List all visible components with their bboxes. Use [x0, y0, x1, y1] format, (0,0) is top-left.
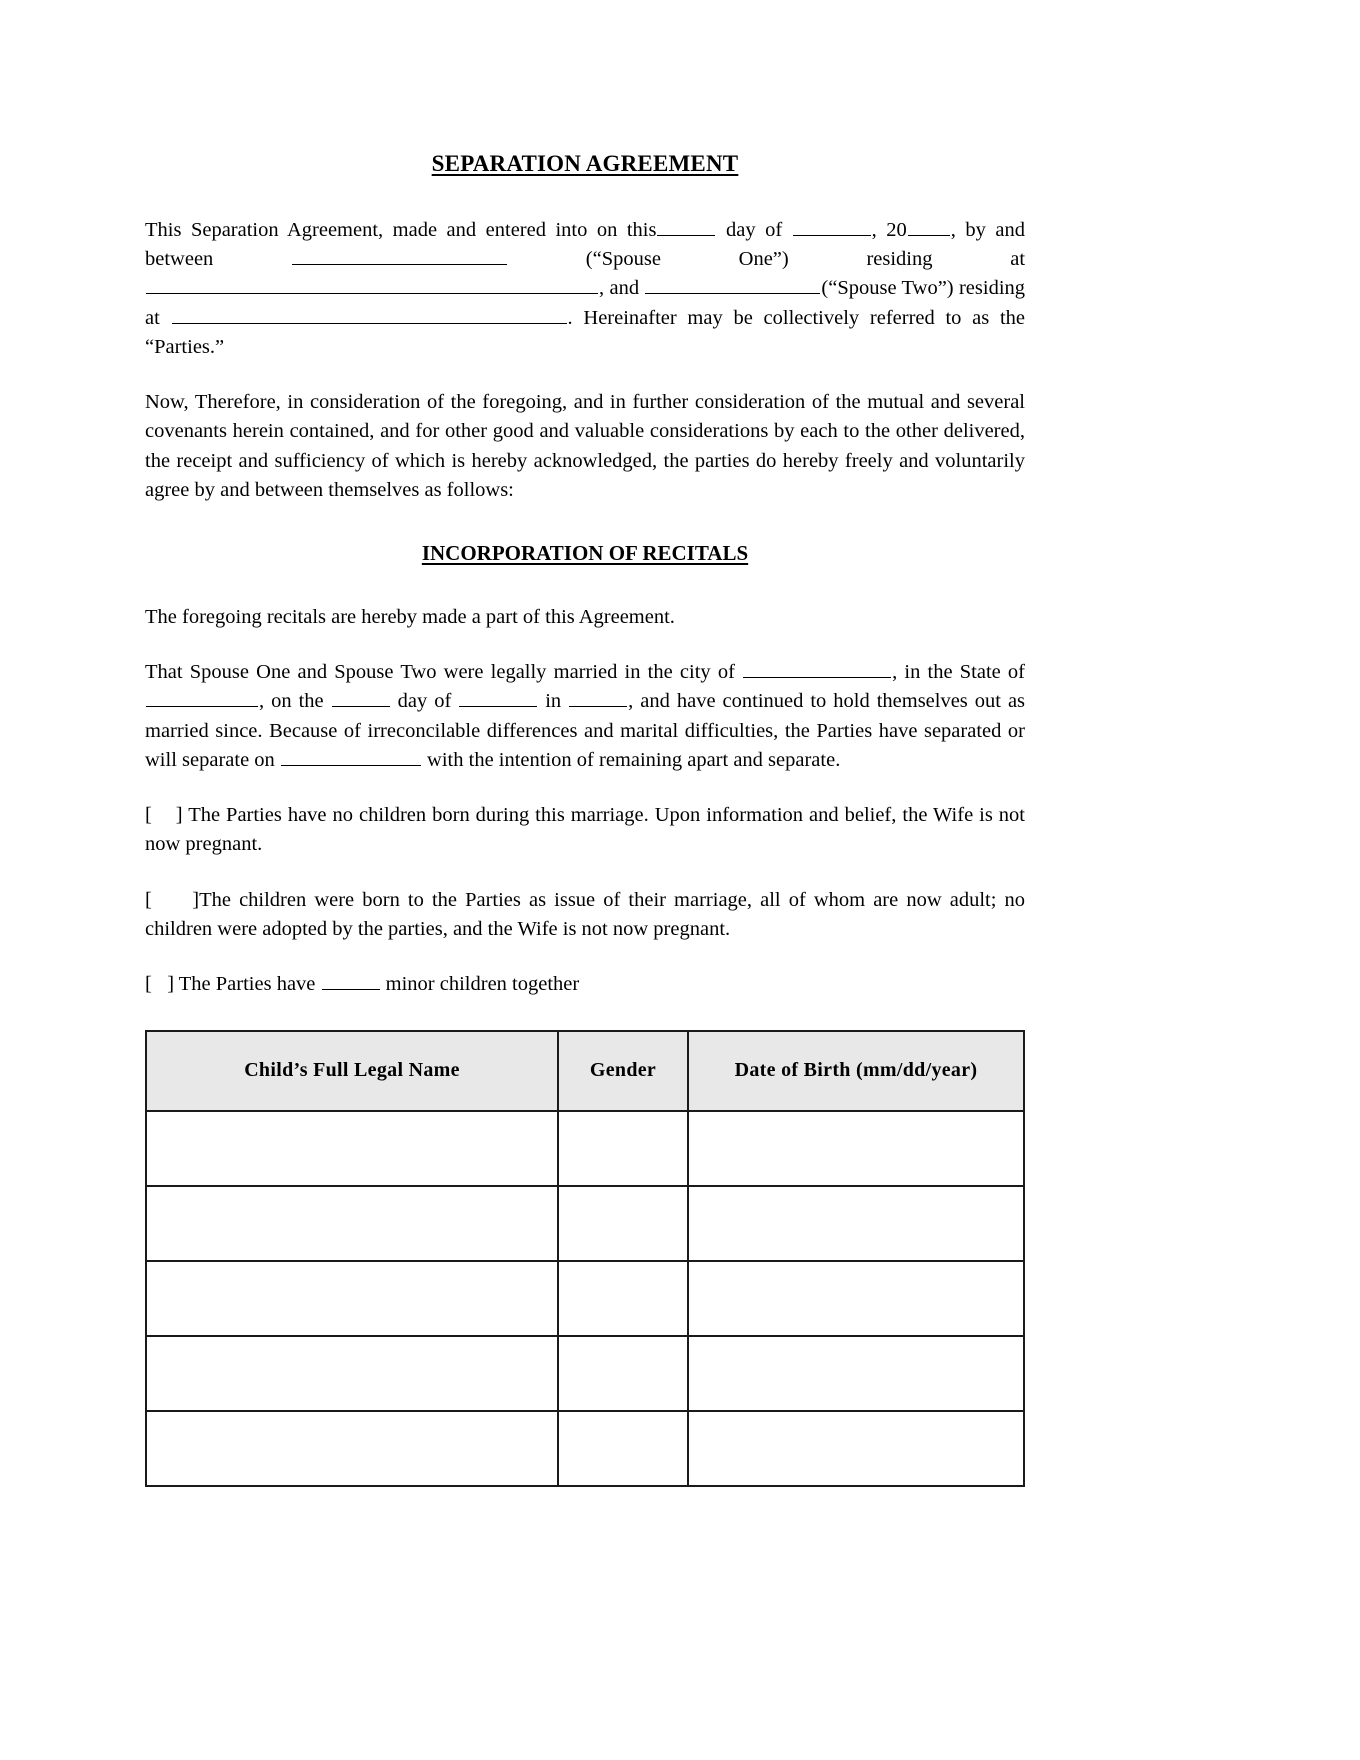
intro-text-j: residing [958, 277, 1026, 300]
minor-children-text-before: The Parties have [174, 973, 316, 996]
checkbox-no-children[interactable]: [ ] [145, 804, 183, 827]
intro-text-b: day of [725, 218, 783, 241]
cell-child-name[interactable] [146, 1336, 558, 1411]
marriage-text-7: with the intention of remaining apart and separate. [427, 748, 841, 771]
cell-date-of-birth[interactable] [688, 1411, 1024, 1486]
minor-children-count-blank[interactable] [322, 971, 380, 991]
cell-gender[interactable] [558, 1186, 688, 1261]
cell-child-name[interactable] [146, 1411, 558, 1486]
intro-text-i: Two”) [901, 277, 954, 300]
table-row [146, 1186, 1024, 1261]
table-row [146, 1111, 1024, 1186]
intro-text-h: (“Spouse [821, 277, 897, 300]
cell-date-of-birth[interactable] [688, 1261, 1024, 1336]
cell-gender[interactable] [558, 1336, 688, 1411]
spouse-one-address-blank[interactable] [146, 274, 598, 294]
table-row [146, 1411, 1024, 1486]
column-header-date-of-birth: Date of Birth (mm/dd/year) [688, 1031, 1024, 1111]
intro-text-a: This Separation Agreement, made and entered into on this [145, 218, 657, 241]
day-blank[interactable] [657, 216, 715, 236]
recitals-heading-text: INCORPORATION OF RECITALS [421, 541, 749, 566]
intro-text-d: , by and between [145, 218, 1025, 270]
marriage-text-2: , in the State of [892, 660, 1026, 683]
page-title [145, 150, 1025, 178]
intro-text-l: . Hereinafter may be collectively referred to as the [567, 306, 1025, 329]
cell-date-of-birth[interactable] [688, 1336, 1024, 1411]
marriage-year-blank[interactable] [569, 687, 627, 707]
checkbox-adult-children-paragraph [145, 886, 1025, 945]
year-blank[interactable] [908, 216, 950, 236]
children-table-body [146, 1111, 1024, 1486]
column-header-child-name: Child’s Full Legal Name [146, 1031, 558, 1111]
marriage-text-1: That Spouse One and Spouse Two were legally married in the city of [145, 660, 735, 683]
marriage-text-3: , on the [259, 690, 324, 713]
intro-text-k: at [145, 306, 160, 329]
marriage-city-blank[interactable] [743, 658, 891, 678]
page-title-text: SEPARATION AGREEMENT [431, 151, 739, 176]
children-table-header [146, 1031, 1024, 1111]
cell-date-of-birth[interactable] [688, 1111, 1024, 1186]
spouse-two-address-blank[interactable] [172, 304, 567, 324]
recitals-intro-paragraph: The foregoing recitals are hereby made a part of this Agreement. [145, 605, 675, 628]
table-row [146, 1336, 1024, 1411]
marriage-text-4: day of [397, 690, 452, 713]
intro-text-m: “Parties.” [145, 335, 225, 358]
cell-gender[interactable] [558, 1111, 688, 1186]
cell-date-of-birth[interactable] [688, 1186, 1024, 1261]
checkbox-adult-children[interactable]: [ ] [145, 888, 200, 911]
checkbox-no-children-paragraph [145, 801, 1025, 860]
children-table [145, 1030, 1025, 1487]
marriage-text-5: in [545, 690, 562, 713]
cell-gender[interactable] [558, 1261, 688, 1336]
checkbox-adult-children-text: The children were born to the Parties as issue of their marriage, all of whom are now adult; no children were adopted by the parties, and the Wife is not now pregnant. [145, 888, 1025, 941]
column-header-gender: Gender [558, 1031, 688, 1111]
intro-text-e: (“Spouse One”) residing at [585, 247, 1026, 270]
month-blank[interactable] [793, 216, 871, 236]
marriage-text-6: , and have continued to hold themselves out as married since. Because of irreconcilable differences and marital difficulties, the Parties have separated or will separate on [145, 690, 1026, 771]
checkbox-minor-children[interactable]: [ ] [145, 973, 175, 996]
marriage-paragraph [145, 658, 1025, 775]
marriage-day-blank[interactable] [332, 687, 390, 707]
spouse-one-name-blank[interactable] [292, 245, 507, 265]
marriage-state-blank[interactable] [146, 687, 258, 707]
checkbox-minor-children-paragraph [145, 970, 1025, 999]
minor-children-text-after: minor children together [385, 973, 580, 996]
table-header-row [146, 1031, 1024, 1111]
document-content [145, 150, 1025, 1487]
intro-text-c: , 20 [871, 218, 907, 241]
separation-date-blank[interactable] [281, 746, 421, 766]
marriage-month-blank[interactable] [459, 687, 537, 707]
spouse-two-name-blank[interactable] [645, 274, 820, 294]
cell-child-name[interactable] [146, 1261, 558, 1336]
intro-text-f: , [599, 277, 605, 300]
cell-child-name[interactable] [146, 1186, 558, 1261]
recitals-heading [145, 541, 1025, 566]
checkbox-no-children-text: The Parties have no children born during this marriage. Upon information and belief, the Wife is not now pregnant. [145, 804, 1025, 856]
consideration-paragraph: Now, Therefore, in consideration of the foregoing, and in further consideration of the mutual and several covenants herein contained, and for other good and valuable considerations by each to the other delivered, the receipt and sufficiency of which is hereby acknowledged, the parties do hereby freely and voluntarily agree by and between themselves as follows: [145, 391, 1025, 502]
cell-gender[interactable] [558, 1411, 688, 1486]
cell-child-name[interactable] [146, 1111, 558, 1186]
table-row [146, 1261, 1024, 1336]
intro-paragraph [145, 216, 1025, 363]
intro-text-g: and [609, 277, 640, 300]
